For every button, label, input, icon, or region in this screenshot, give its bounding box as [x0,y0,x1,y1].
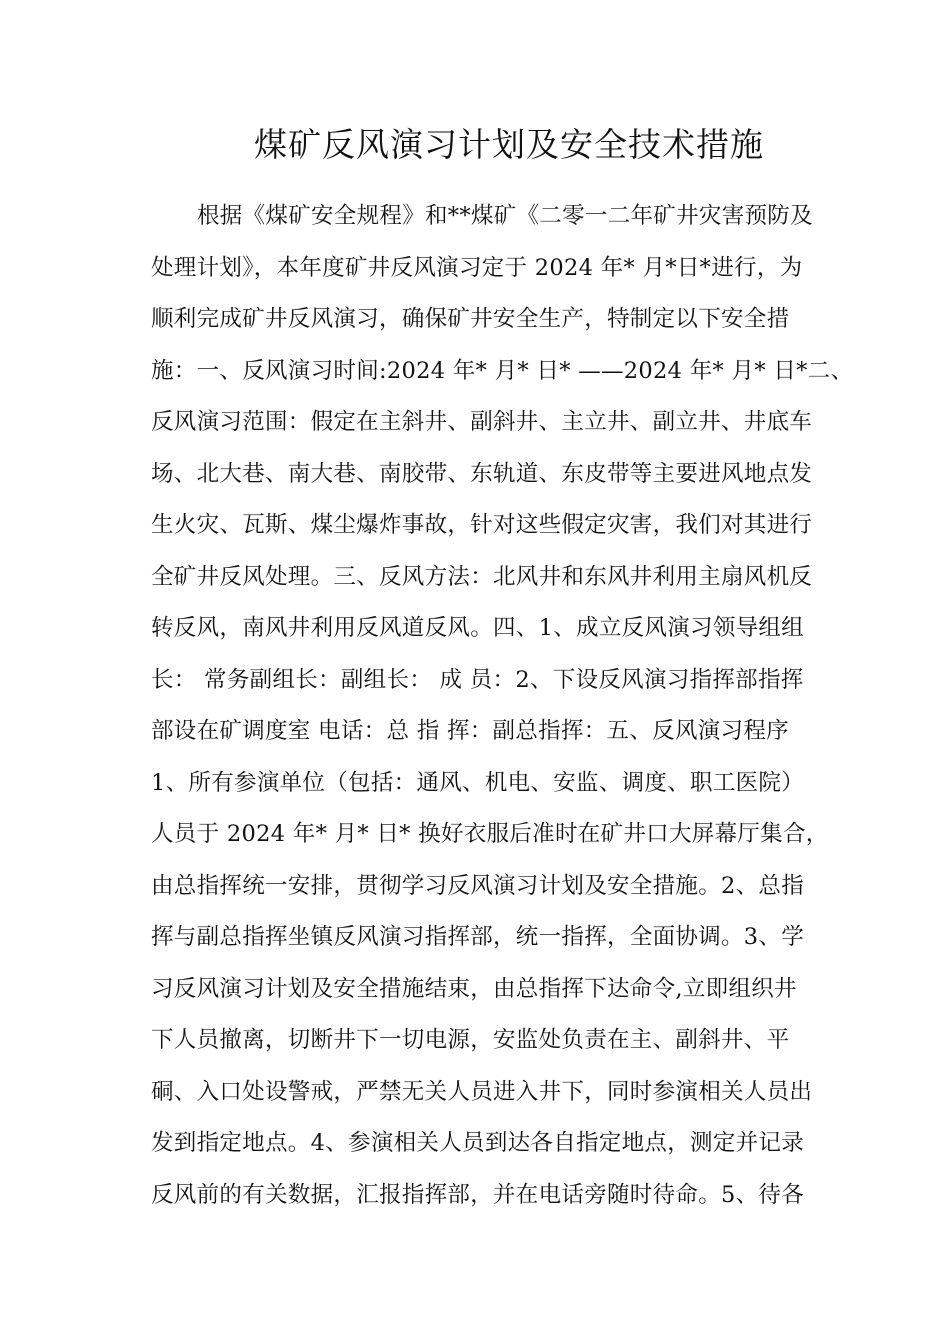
body-line: 根据《煤矿安全规程》和**煤矿《二零一二年矿井灾害预防及 [197,203,813,229]
body-line: 硐、入口处设警戒，严禁无关人员进入井下，同时参演相关人员出 [151,1078,813,1105]
body-line: 顺利完成矿井反风演习，确保矿井安全生产，特制定以下安全措 [151,306,790,332]
body-line: 长： 常务副组长：副组长： 成 员：2、下设反风演习指挥部指挥 [151,666,804,693]
body-line: 转反风，南风井利用反风道反风。四、1、成立反风演习领导组组 [151,615,805,641]
body-line: 发到指定地点。4、参演相关人员到达各自指定地点，测定并记录 [151,1130,805,1156]
document-body [151,196,854,1226]
body-line: 反风前的有关数据，汇报指挥部，并在电话旁随时待命。5、待各 [151,1181,805,1208]
body-line: 下人员撤离，切断井下一切电源，安监处负责在主、副斜井、平 [151,1027,790,1053]
body-line: 习反风演习计划及安全措施结束，由总指挥下达命令,立即组织井 [151,975,797,1002]
body-line: 反风演习范围：假定在主斜井、副斜井、主立井、副立井、井底车 [151,409,813,435]
body-line: 处理计划》，本年度矿井反风演习定于 2024 年* 月*日*进行，为 [151,254,803,281]
body-line: 挥与副总指挥坐镇反风演习指挥部，统一指挥，全面协调。3、学 [151,924,805,950]
body-line: 施：一、反风演习时间:2024 年* 月* 日* ——2024 年* 月* 日*二、 [151,357,854,384]
body-line: 全矿井反风处理。三、反风方法：北风井和东风井利用主扇风机反 [151,563,813,590]
body-line: 部设在矿调度室 电话：总 指 挥：副总指挥：五、反风演习程序 [151,718,789,744]
document-title: 煤矿反风演习计划及安全技术措施 [254,125,764,164]
body-line: 人员于 2024 年* 月* 日* 换好衣服后准时在矿井口大屏幕厅集合， [151,821,829,847]
body-line: 1、所有参演单位（包括：通风、机电、安监、调度、职工医院） [151,769,805,796]
body-line: 生火灾、瓦斯、煤尘爆炸事故，针对这些假定灾害，我们对其进行 [151,512,813,538]
body-line: 由总指挥统一安排，贯彻学习反风演习计划及安全措施。2、总指 [151,872,805,899]
body-line: 场、北大巷、南大巷、南胶带、东轨道、东皮带等主要进风地点发 [151,460,813,487]
